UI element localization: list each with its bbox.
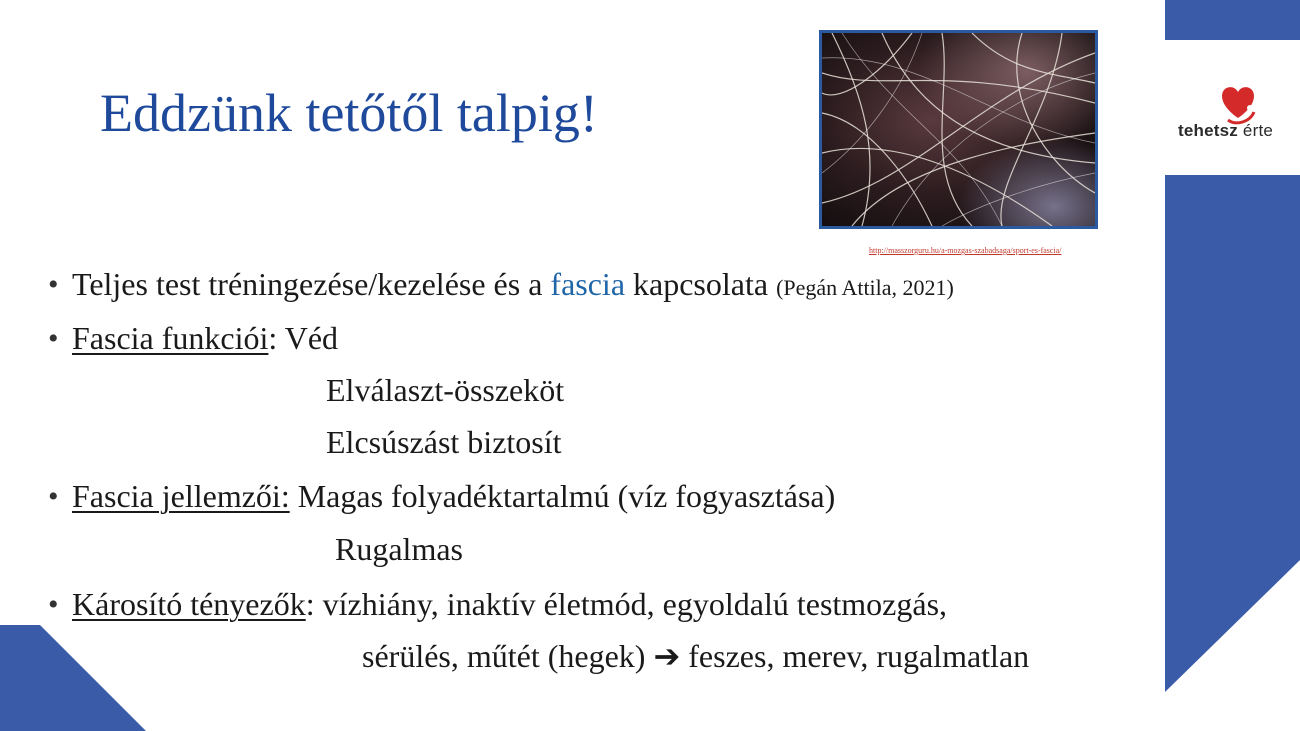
- bullet-dot: •: [48, 268, 59, 301]
- damaging-factors-continuation: sérülés, műtét (hegek) ➔ feszes, merev, rugalmatlan: [362, 638, 1030, 674]
- bullet-item-damaging-factors: Károsító tényezők: vízhiány, inaktív életmód, egyoldalú testmozgás,: [72, 586, 948, 622]
- bullet-item-fascia-functions: Fascia funkciói: Véd: [72, 320, 339, 356]
- citation: (Pegán Attila, 2021): [776, 275, 954, 300]
- slide-title: Eddzünk tetőtől talpig!: [100, 83, 598, 143]
- damaging-factors-label: Károsító tényezők: [72, 586, 306, 622]
- photo-source-link[interactable]: http://masszorguru.hu/a-mozgas-szabadsaga/sport-es-fascia/: [869, 246, 1062, 255]
- function-item: Elcsúszást biztosít: [326, 424, 562, 460]
- bullet-item-fascia-relation: Teljes test tréningezése/kezelése és a fascia kapcsolata (Pegán Attila, 2021): [72, 266, 954, 302]
- bullet-dot: •: [48, 588, 59, 621]
- fascia-keyword: fascia: [550, 266, 626, 302]
- logo-wordmark: tehetsz érte: [1178, 121, 1274, 140]
- decor-corner-triangle: [0, 625, 150, 731]
- property-item: Rugalmas: [335, 531, 463, 567]
- arrow-right-icon: ➔: [653, 638, 681, 674]
- bullet-dot: •: [48, 480, 59, 513]
- fascia-properties-label: Fascia jellemzői:: [72, 478, 290, 514]
- function-item: Elválaszt-összeköt: [326, 372, 565, 408]
- bullet-dot: •: [48, 322, 59, 355]
- bullet-item-fascia-properties: Fascia jellemzői: Magas folyadéktartalmú (víz fogyasztása): [72, 478, 836, 514]
- fascia-functions-label: Fascia funkciói: [72, 320, 269, 356]
- fascia-photo: [819, 30, 1098, 229]
